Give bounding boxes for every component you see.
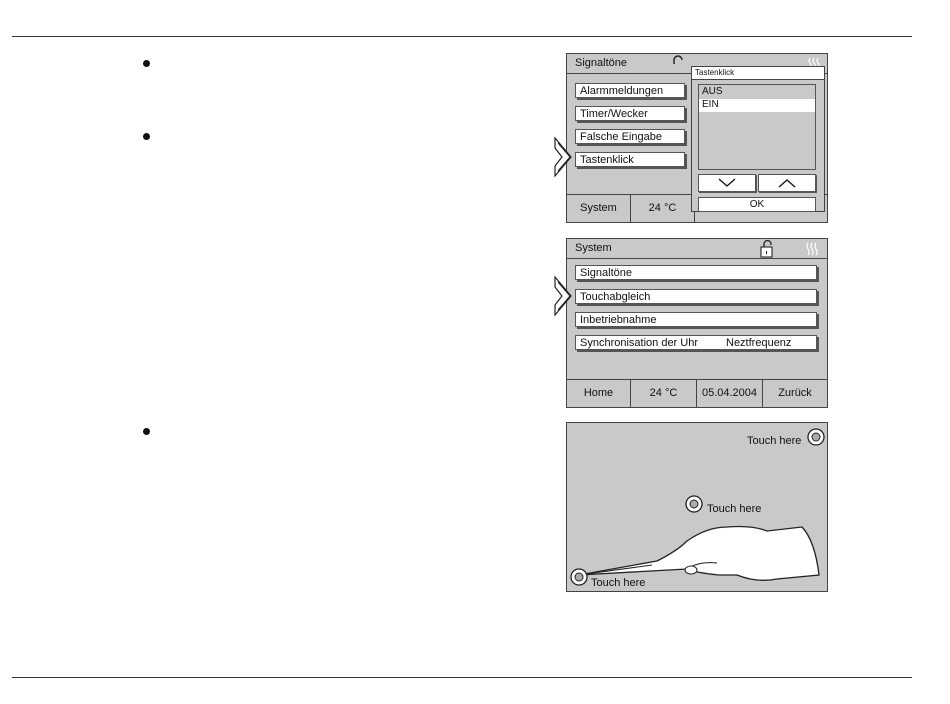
- signaltoene-panel: [566, 53, 828, 223]
- footer-label: 24 °C: [648, 202, 677, 214]
- option-label: AUS: [702, 86, 723, 97]
- menu-item-falsche-eingabe[interactable]: [575, 129, 685, 144]
- footer-home-button[interactable]: [567, 380, 631, 407]
- menu-item-label: Alarmmeldungen: [580, 85, 664, 97]
- footer-label: Home: [583, 387, 614, 399]
- bottom-rule: [12, 677, 912, 678]
- touch-target-icon[interactable]: [570, 568, 588, 586]
- tastenklick-popup: [691, 66, 825, 212]
- footer-system-button[interactable]: [567, 195, 631, 222]
- system-panel: [566, 238, 828, 408]
- scroll-down-button[interactable]: [698, 174, 756, 192]
- chevron-down-icon: [699, 175, 755, 191]
- heat-wave-icon: [805, 242, 819, 256]
- menu-item-inbetriebnahme[interactable]: [575, 312, 817, 327]
- touch-calibration-panel: [566, 422, 828, 592]
- menu-item-label: Timer/Wecker: [580, 108, 648, 120]
- hand-illustration: [567, 423, 829, 593]
- panel-title-text: System: [575, 242, 612, 254]
- panel-title-text: Signaltöne: [575, 57, 627, 69]
- popup-option-aus[interactable]: [699, 86, 815, 99]
- chevron-up-icon: [759, 175, 815, 191]
- footer-label: 05.04.2004: [701, 387, 758, 399]
- footer-temperature: [631, 380, 697, 407]
- footer-back-button[interactable]: [763, 380, 827, 407]
- scroll-up-button[interactable]: [758, 174, 816, 192]
- menu-item-signaltoene[interactable]: [575, 265, 817, 280]
- footer-temperature: [631, 195, 695, 222]
- bullet-1: [143, 60, 150, 67]
- touch-label-bottom-left: Touch here: [591, 577, 646, 589]
- popup-option-list: [698, 84, 816, 170]
- menu-item-label: Tastenklick: [580, 154, 634, 166]
- menu-item-label: Falsche Eingabe: [580, 131, 662, 143]
- footer-date: [697, 380, 763, 407]
- status-footer: [567, 379, 827, 407]
- bullet-2: [143, 133, 150, 140]
- menu-item-alarmmeldungen[interactable]: [575, 83, 685, 98]
- top-rule: [12, 36, 912, 37]
- menu-item-timer-wecker[interactable]: [575, 106, 685, 121]
- panel-title: [567, 239, 827, 259]
- menu-item-value: Neztfrequenz: [726, 337, 792, 349]
- menu-item-touchabgleich[interactable]: [575, 289, 817, 304]
- footer-label: System: [580, 202, 617, 214]
- menu-item-tastenklick[interactable]: [575, 152, 685, 167]
- ok-button[interactable]: [698, 197, 816, 212]
- popup-option-ein[interactable]: [699, 99, 815, 112]
- touch-label-top-right: Touch here: [747, 435, 802, 447]
- footer-label: Zurück: [778, 387, 812, 399]
- menu-item-label: Signaltöne: [580, 267, 632, 279]
- bullet-3: [143, 428, 150, 435]
- lock-icon: [757, 239, 777, 259]
- pointer-arrow-icon: [553, 275, 575, 317]
- touch-label-center: Touch here: [707, 503, 762, 515]
- popup-title: [692, 67, 824, 80]
- menu-item-label: Touchabgleich: [580, 291, 651, 303]
- footer-label: 24 °C: [649, 387, 678, 399]
- pointer-arrow-icon: [553, 136, 575, 178]
- option-label: EIN: [702, 99, 719, 110]
- menu-item-label: Inbetriebnahme: [580, 314, 657, 326]
- menu-item-label: Synchronisation der Uhr: [580, 337, 699, 349]
- ok-label: OK: [749, 199, 765, 210]
- popup-title-text: Tastenklick: [695, 68, 735, 77]
- menu-item-synchronisation[interactable]: [575, 335, 817, 350]
